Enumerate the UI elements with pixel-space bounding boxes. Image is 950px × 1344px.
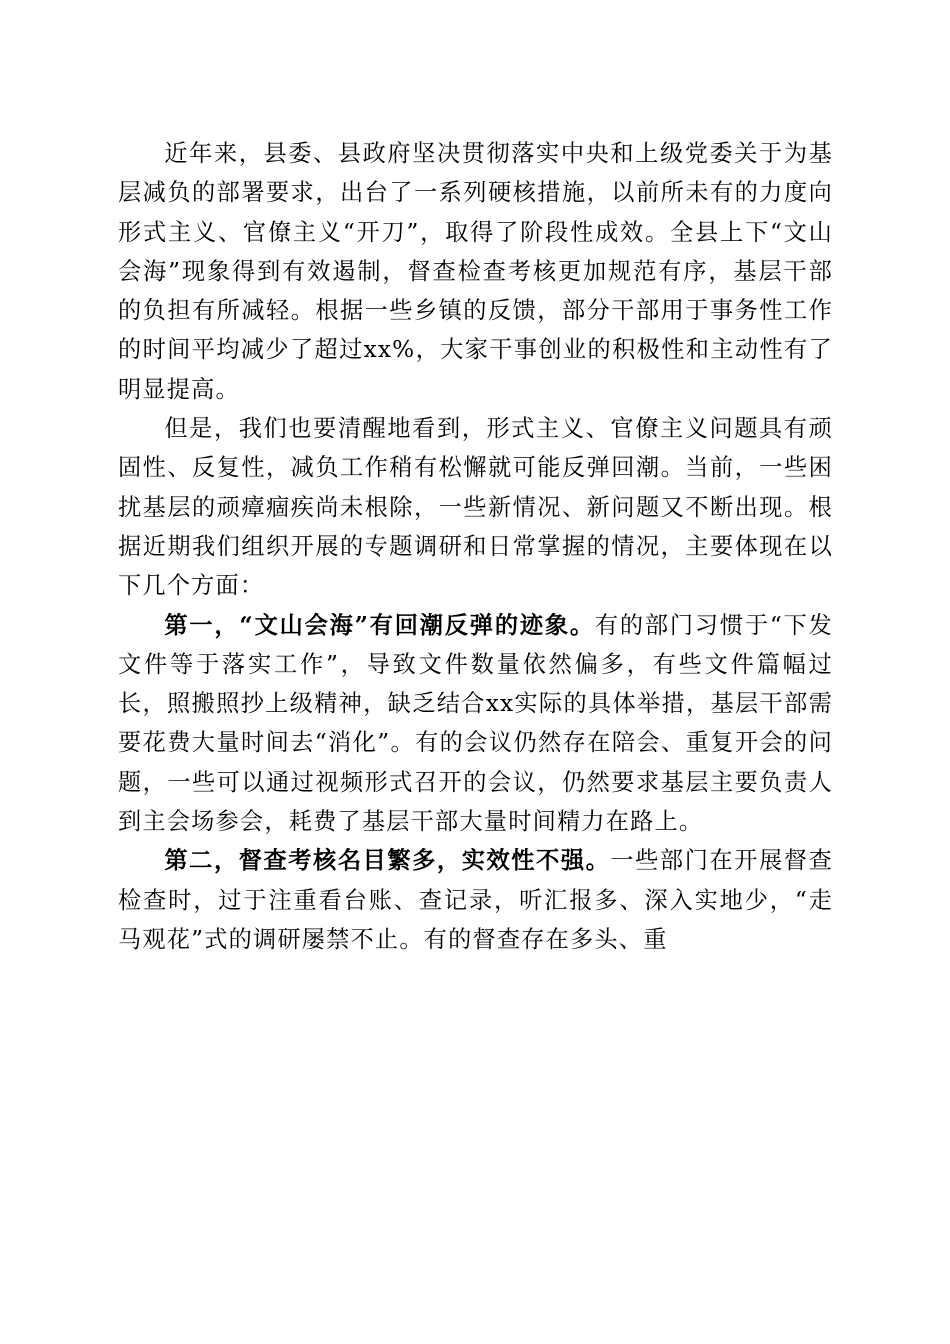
document-page: [118, 134, 833, 959]
paragraph-problems: [118, 409, 833, 605]
paragraph-intro: [118, 134, 833, 409]
paragraph-first-point-text: 有的部门习惯于“下发文件等于落实工作”，导致文件数量依然偏多，有些文件篇幅过长，照搬照抄上级精神，缺乏结合xx实际的具体举措，基层干部需要花费大量时间去“消化”。有的会议仍然存在陪会、重复开会的问题，一些可以通过视频形式召开的会议，仍然要求基层主要负责人到主会场参会，耗费了基层干部大量时间精力在路上。: [118, 611, 833, 836]
paragraph-problems-text: 但是，我们也要清醒地看到，形式主义、官僚主义问题具有顽固性、反复性，减负工作稍有松懈就可能反弹回潮。当前，一些困扰基层的顽瘴痼疾尚未根除，一些新情况、新问题又不断出现。根据近期我们组织开展的专题调研和日常掌握的情况，主要体现在以下几个方面：: [118, 415, 833, 600]
paragraph-second-point: [118, 841, 833, 959]
paragraph-first-point-heading: 第一，“文山会海”有回潮反弹的迹象。: [164, 611, 595, 639]
paragraph-first-point: [118, 606, 833, 842]
paragraph-second-point-heading: 第二，督查考核名目繁多，实效性不强。: [164, 847, 611, 875]
paragraph-intro-text: 近年来，县委、县政府坚决贯彻落实中央和上级党委关于为基层减负的部署要求，出台了一系列硬核措施，以前所未有的力度向形式主义、官僚主义“开刀”，取得了阶段性成效。全县上下“文山会海”现象得到有效遏制，督查检查考核更加规范有序，基层干部的负担有所减轻。根据一些乡镇的反馈，部分干部用于事务性工作的时间平均减少了超过xx%，大家干事创业的积极性和主动性有了明显提高。: [118, 140, 833, 403]
paragraph-second-point-text: 一些部门在开展督查检查时，过于注重看台账、查记录，听汇报多、深入实地少，“走马观花”式的调研屡禁不止。有的督查存在多头、重: [118, 847, 833, 953]
